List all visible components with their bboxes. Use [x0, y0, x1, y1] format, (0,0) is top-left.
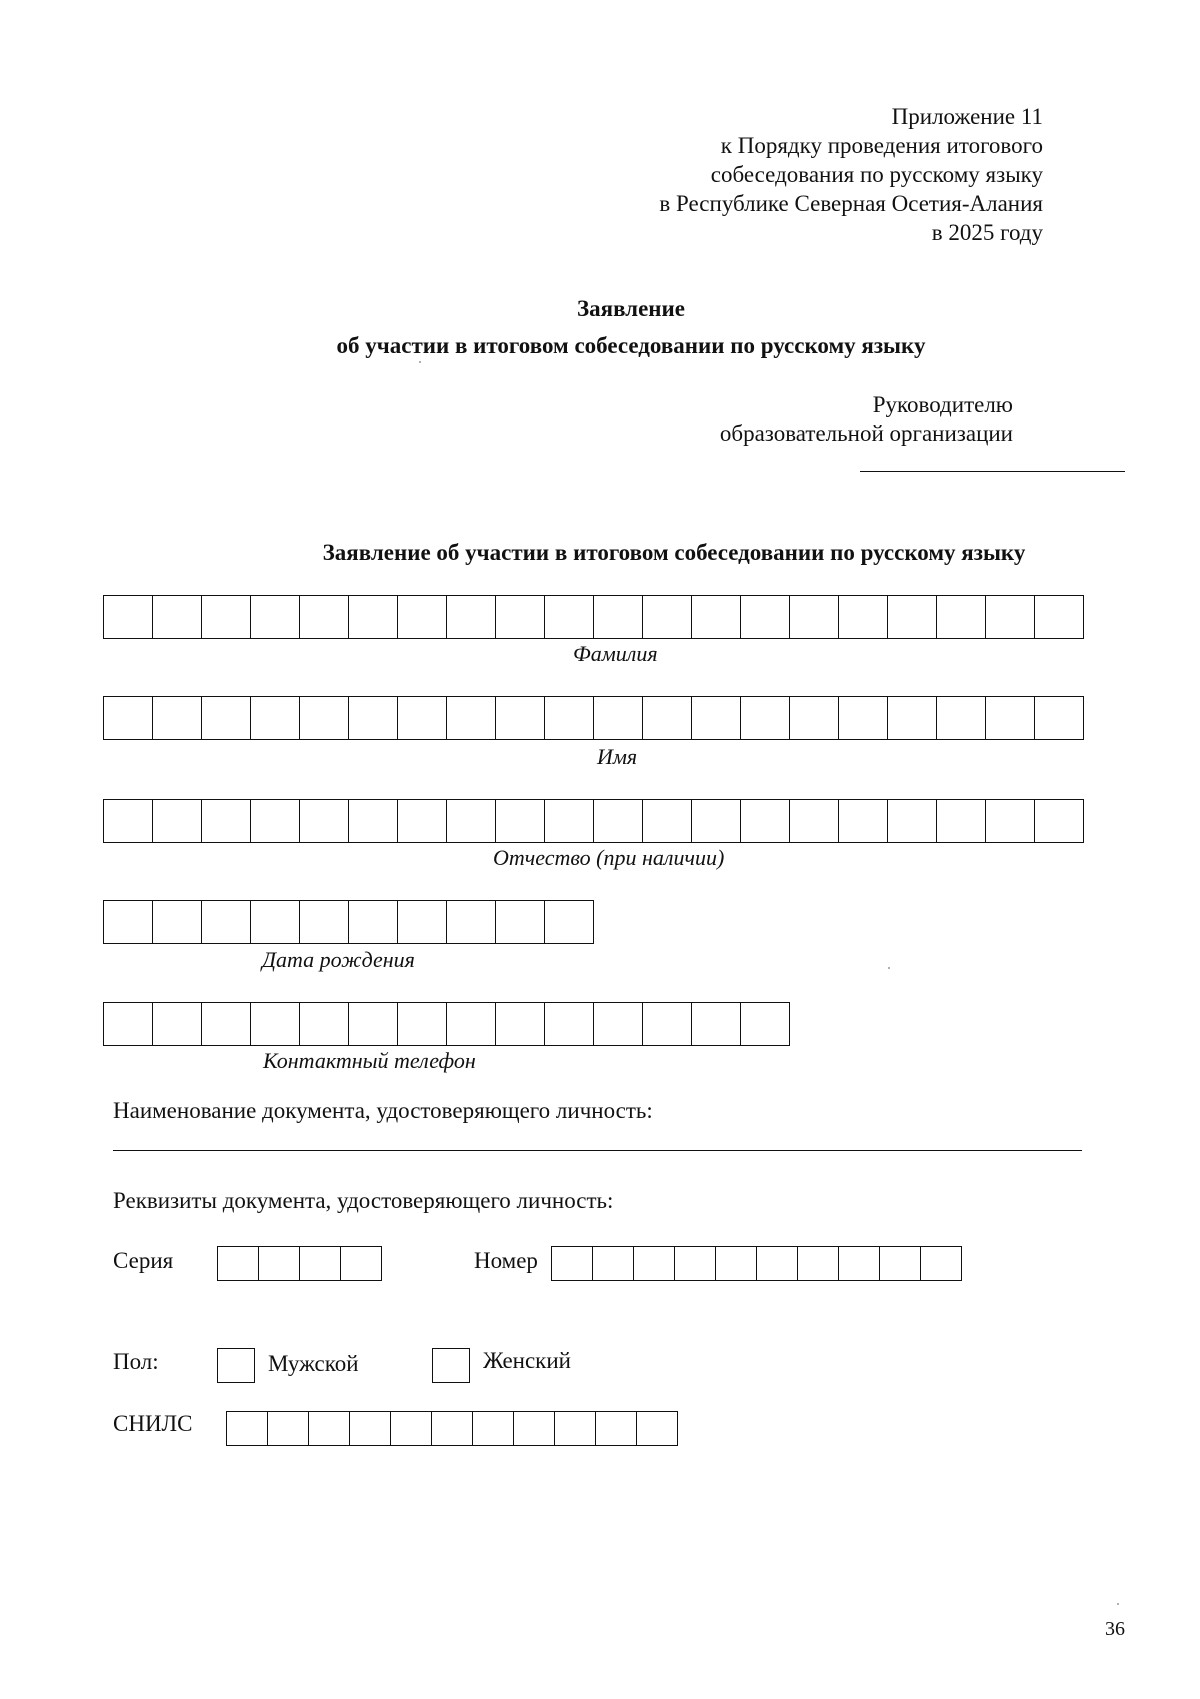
entry-cell[interactable]: [643, 595, 692, 639]
entry-cell[interactable]: [594, 696, 643, 740]
entry-cell[interactable]: [692, 595, 741, 639]
entry-cell[interactable]: [251, 799, 300, 843]
surname-caption: Фамилия: [573, 641, 658, 666]
entry-cell[interactable]: [596, 1411, 637, 1446]
identity-doc-details-label: Реквизиты документа, удостоверяющего личность:: [113, 1188, 614, 1213]
entry-cell[interactable]: [880, 1246, 921, 1281]
entry-cell[interactable]: [555, 1411, 596, 1446]
entry-cell[interactable]: [349, 900, 398, 944]
entry-cell[interactable]: [349, 696, 398, 740]
entry-cell[interactable]: [790, 799, 839, 843]
entry-cell[interactable]: [104, 696, 153, 740]
entry-cell[interactable]: [104, 1002, 153, 1046]
scan-speck: [1117, 1603, 1119, 1605]
entry-cell[interactable]: [692, 799, 741, 843]
entry-cell[interactable]: [839, 1246, 880, 1281]
document-title: Заявление: [576, 296, 686, 321]
entry-cell[interactable]: [104, 900, 153, 944]
identity-doc-name-label: Наименование документа, удостоверяющего личность:: [113, 1098, 653, 1123]
entry-cell[interactable]: [447, 799, 496, 843]
patronymic-cells[interactable]: [103, 799, 1084, 843]
entry-cell[interactable]: [398, 900, 447, 944]
appendix-line: в 2025 году: [931, 220, 1043, 245]
entry-cell[interactable]: [643, 1002, 692, 1046]
entry-cell[interactable]: [1035, 696, 1084, 740]
entry-cell[interactable]: [432, 1411, 473, 1446]
name-caption: Имя: [597, 744, 638, 769]
entry-cell[interactable]: [496, 1002, 545, 1046]
entry-cell[interactable]: [937, 799, 986, 843]
entry-cell[interactable]: [202, 900, 251, 944]
entry-cell[interactable]: [552, 1246, 593, 1281]
entry-cell[interactable]: [251, 900, 300, 944]
entry-cell[interactable]: [545, 799, 594, 843]
page-number: 36: [1105, 1618, 1125, 1640]
entry-cell[interactable]: [202, 696, 251, 740]
male-label: Мужской: [268, 1351, 359, 1376]
entry-cell[interactable]: [594, 595, 643, 639]
entry-cell[interactable]: [447, 595, 496, 639]
birthdate-cells[interactable]: [103, 900, 594, 944]
entry-cell[interactable]: [986, 595, 1035, 639]
name-cells[interactable]: [103, 696, 1084, 740]
addressee: [720, 390, 1013, 448]
entry-cell[interactable]: [202, 595, 251, 639]
entry-cell[interactable]: [692, 1002, 741, 1046]
entry-cell[interactable]: [202, 799, 251, 843]
entry-cell[interactable]: [251, 1002, 300, 1046]
surname-cells[interactable]: [103, 595, 1084, 639]
entry-cell[interactable]: [839, 799, 888, 843]
phone-cells[interactable]: [103, 1002, 790, 1046]
identity-doc-name-field[interactable]: [113, 1150, 1082, 1151]
number-cells[interactable]: [551, 1246, 962, 1281]
entry-cell[interactable]: [300, 799, 349, 843]
entry-cell[interactable]: [300, 900, 349, 944]
entry-cell[interactable]: [202, 1002, 251, 1046]
entry-cell[interactable]: [496, 696, 545, 740]
entry-cell[interactable]: [937, 696, 986, 740]
appendix-line: Приложение 11: [891, 104, 1043, 129]
gender-label: Пол:: [113, 1349, 159, 1374]
entry-cell[interactable]: [153, 799, 202, 843]
scan-speck: [888, 967, 890, 969]
entry-cell[interactable]: [496, 595, 545, 639]
entry-cell[interactable]: [716, 1246, 757, 1281]
entry-cell[interactable]: [839, 696, 888, 740]
entry-cell[interactable]: [986, 696, 1035, 740]
document-subtitle: об участии в итоговом собеседовании по русскому языку: [336, 333, 926, 358]
entry-cell[interactable]: [545, 595, 594, 639]
entry-cell[interactable]: [153, 595, 202, 639]
entry-cell[interactable]: [496, 900, 545, 944]
female-label: Женский: [483, 1348, 571, 1373]
entry-cell[interactable]: [643, 799, 692, 843]
entry-cell[interactable]: [447, 1002, 496, 1046]
entry-cell[interactable]: [341, 1246, 382, 1281]
entry-cell[interactable]: [251, 595, 300, 639]
patronymic-caption: Отчество (при наличии): [493, 845, 725, 870]
entry-cell[interactable]: [300, 595, 349, 639]
entry-cell[interactable]: [757, 1246, 798, 1281]
appendix-line: к Порядку проведения итогового: [720, 133, 1043, 158]
entry-cell[interactable]: [594, 1002, 643, 1046]
addressee-line-2: образовательной организации: [719, 421, 1013, 446]
entry-cell[interactable]: [514, 1411, 555, 1446]
snils-label: СНИЛС: [113, 1411, 193, 1436]
entry-cell[interactable]: [741, 1002, 790, 1046]
entry-cell[interactable]: [986, 799, 1035, 843]
appendix-header: [659, 102, 1043, 247]
entry-cell[interactable]: [218, 1246, 259, 1281]
entry-cell[interactable]: [153, 696, 202, 740]
entry-cell[interactable]: [839, 595, 888, 639]
entry-cell[interactable]: [447, 900, 496, 944]
entry-cell[interactable]: [921, 1246, 962, 1281]
entry-cell[interactable]: [391, 1411, 432, 1446]
entry-cell[interactable]: [637, 1411, 678, 1446]
entry-cell[interactable]: [634, 1246, 675, 1281]
phone-caption: Контактный телефон: [263, 1048, 476, 1073]
appendix-line: в Республике Северная Осетия-Алания: [659, 191, 1043, 216]
entry-cell[interactable]: [888, 799, 937, 843]
entry-cell[interactable]: [259, 1246, 300, 1281]
entry-cell[interactable]: [227, 1411, 268, 1446]
entry-cell[interactable]: [309, 1411, 350, 1446]
entry-cell[interactable]: [937, 595, 986, 639]
entry-cell[interactable]: [153, 900, 202, 944]
entry-cell[interactable]: [300, 1002, 349, 1046]
entry-cell[interactable]: [1035, 595, 1084, 639]
entry-cell[interactable]: [350, 1411, 391, 1446]
entry-cell[interactable]: [300, 696, 349, 740]
entry-cell[interactable]: [888, 696, 937, 740]
entry-cell[interactable]: [790, 696, 839, 740]
female-checkbox[interactable]: [432, 1348, 470, 1383]
birthdate-caption: Дата рождения: [262, 947, 415, 972]
entry-cell[interactable]: [545, 1002, 594, 1046]
entry-cell[interactable]: [741, 696, 790, 740]
entry-cell[interactable]: [398, 799, 447, 843]
entry-cell[interactable]: [692, 696, 741, 740]
entry-cell[interactable]: [593, 1246, 634, 1281]
addressee-name-field[interactable]: [860, 471, 1125, 472]
entry-cell[interactable]: [675, 1246, 716, 1281]
entry-cell[interactable]: [741, 799, 790, 843]
entry-cell[interactable]: [643, 696, 692, 740]
entry-cell[interactable]: [349, 799, 398, 843]
series-cells[interactable]: [217, 1246, 382, 1281]
entry-cell[interactable]: [268, 1411, 309, 1446]
scan-speck: [419, 361, 421, 363]
entry-cell[interactable]: [798, 1246, 839, 1281]
entry-cell[interactable]: [398, 1002, 447, 1046]
entry-cell[interactable]: [104, 799, 153, 843]
entry-cell[interactable]: [545, 696, 594, 740]
number-label: Номер: [474, 1248, 538, 1273]
form-heading: Заявление об участии в итоговом собеседовании по русскому языку: [322, 540, 1026, 565]
entry-cell[interactable]: [153, 1002, 202, 1046]
entry-cell[interactable]: [251, 696, 300, 740]
entry-cell[interactable]: [790, 595, 839, 639]
male-checkbox[interactable]: [217, 1348, 255, 1383]
series-label: Серия: [113, 1248, 174, 1273]
entry-cell[interactable]: [349, 1002, 398, 1046]
entry-cell[interactable]: [496, 799, 545, 843]
snils-cells[interactable]: [226, 1411, 678, 1446]
entry-cell[interactable]: [349, 595, 398, 639]
entry-cell[interactable]: [741, 595, 790, 639]
entry-cell[interactable]: [104, 595, 153, 639]
entry-cell[interactable]: [473, 1411, 514, 1446]
entry-cell[interactable]: [545, 900, 594, 944]
entry-cell[interactable]: [398, 595, 447, 639]
entry-cell[interactable]: [888, 595, 937, 639]
entry-cell[interactable]: [594, 799, 643, 843]
addressee-line-1: Руководителю: [872, 392, 1013, 417]
entry-cell[interactable]: [1035, 799, 1084, 843]
entry-cell[interactable]: [300, 1246, 341, 1281]
entry-cell[interactable]: [398, 696, 447, 740]
appendix-line: собеседования по русскому языку: [710, 162, 1043, 187]
entry-cell[interactable]: [447, 696, 496, 740]
